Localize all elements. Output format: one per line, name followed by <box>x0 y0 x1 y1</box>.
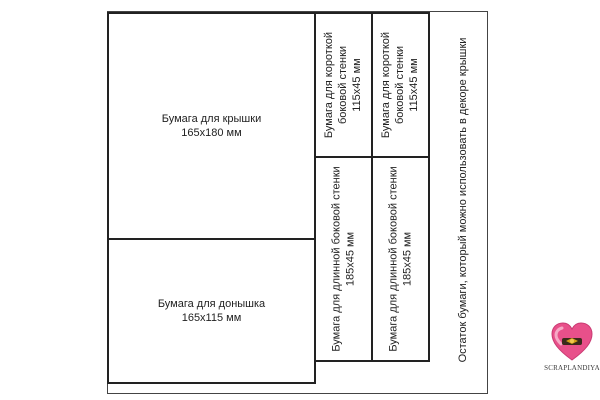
bottom-label <box>158 297 265 325</box>
long-wall-2-size: 185х45 мм <box>401 231 414 287</box>
bottom-paper-piece <box>107 238 316 384</box>
long-wall-1-line1: Бумага для длинной боковой стенки <box>330 166 343 352</box>
scraplandiya-logo <box>546 318 598 380</box>
short-wall-1-line1: Бумага для короткой <box>323 31 336 139</box>
lid-size: 165х180 мм <box>181 127 242 139</box>
long-wall-piece-1 <box>314 156 373 362</box>
long-wall-1-label <box>330 166 358 351</box>
short-wall-2-size: 115х45 мм <box>408 58 421 112</box>
remainder-label: Остаток бумаги, который можно использовать в декоре крышки <box>457 37 469 363</box>
bottom-size: 165х115 мм <box>181 312 242 324</box>
short-wall-piece-2 <box>371 12 430 158</box>
lid-paper-piece <box>107 12 316 240</box>
heart-logo-icon <box>548 318 596 366</box>
short-wall-2-line1: Бумага для короткой <box>380 31 393 139</box>
short-wall-1-line2: боковой стенки <box>337 45 350 125</box>
short-wall-2-line2: боковой стенки <box>394 45 407 125</box>
long-wall-piece-2 <box>371 156 430 362</box>
long-wall-2-label <box>387 166 415 351</box>
bottom-title: Бумага для донышка <box>157 298 266 310</box>
logo-wordmark: SCRAPLANDIYA <box>544 364 600 372</box>
long-wall-2-line1: Бумага для длинной боковой стенки <box>387 166 400 352</box>
short-wall-2-label <box>380 32 422 138</box>
short-wall-piece-1 <box>314 12 373 158</box>
short-wall-1-size: 115х45 мм <box>351 58 364 112</box>
long-wall-1-size: 185х45 мм <box>344 231 357 287</box>
short-wall-1-label <box>323 32 365 138</box>
lid-label <box>162 112 261 140</box>
lid-title: Бумага для крышки <box>161 113 262 125</box>
